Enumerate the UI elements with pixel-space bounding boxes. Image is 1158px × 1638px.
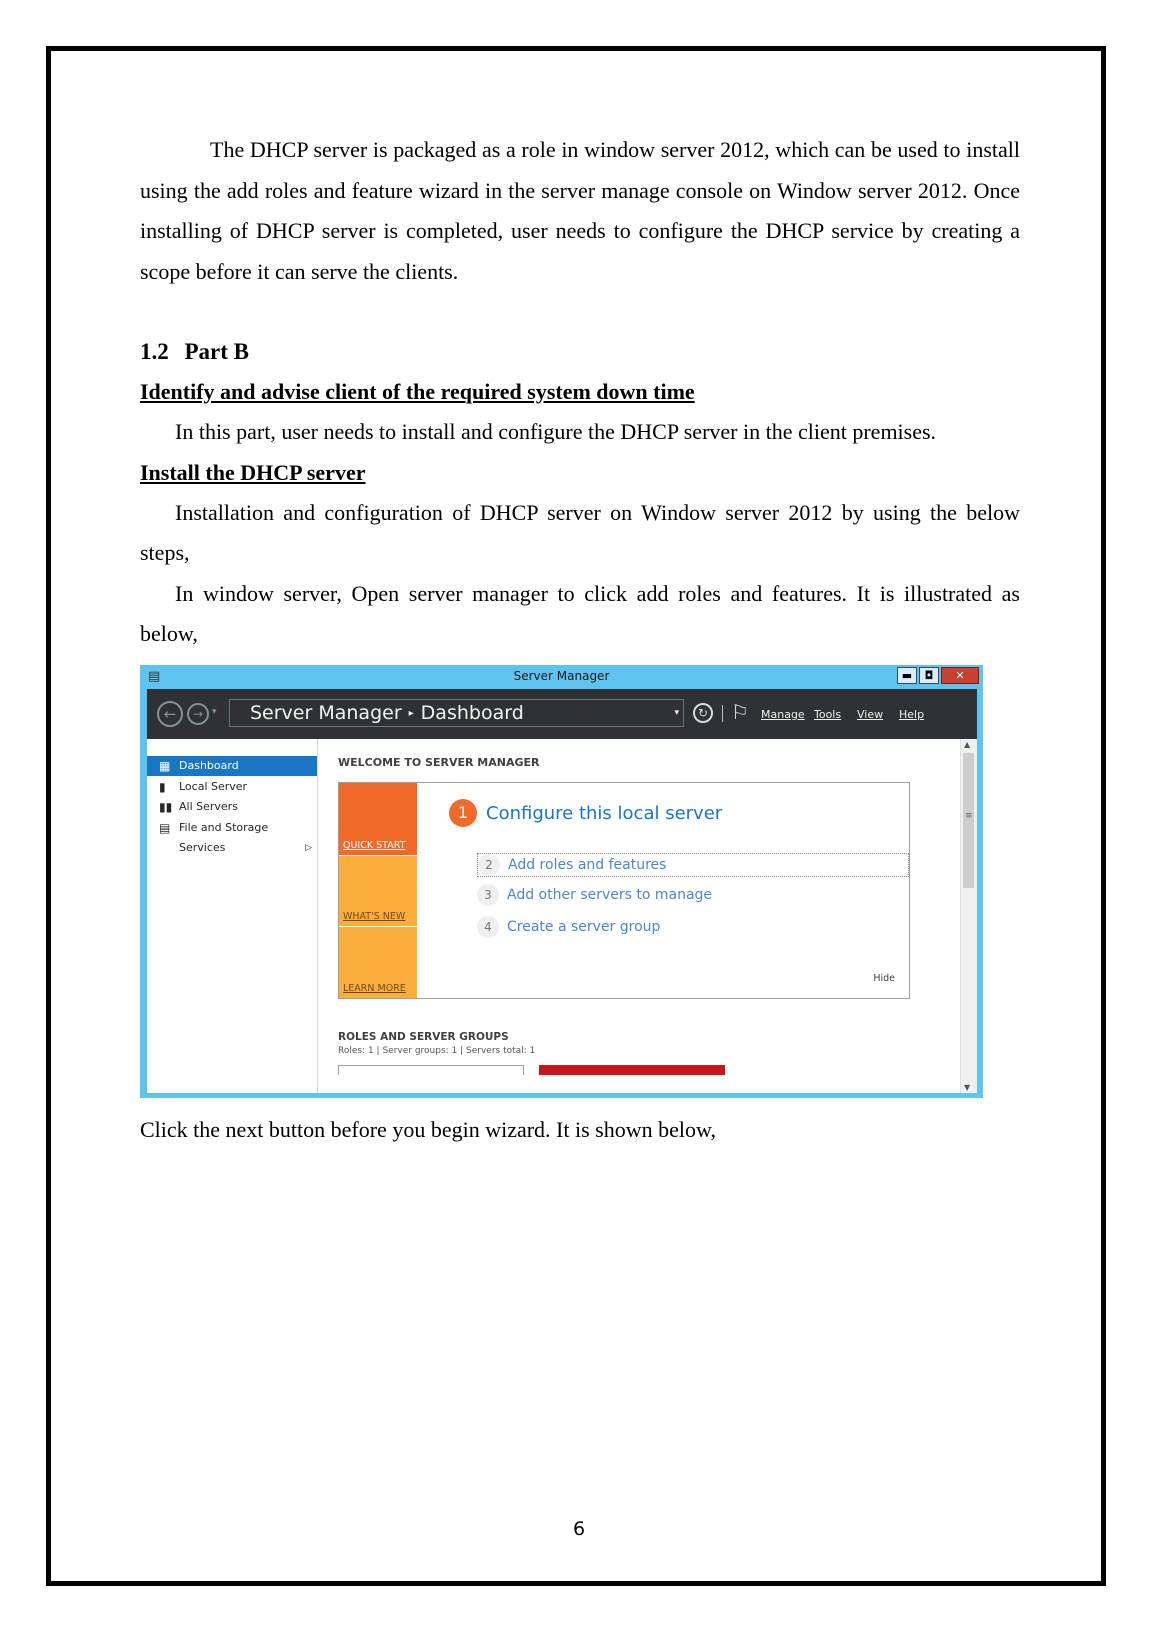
toolbar-divider	[722, 705, 723, 722]
server-manager-screenshot	[140, 665, 983, 1098]
section-heading	[140, 332, 1020, 372]
sidebar-item-label: All Servers	[179, 800, 238, 813]
step-label: Add roles and features	[508, 857, 667, 873]
expand-arrow-icon[interactable]: ▷	[305, 843, 312, 853]
step-label: Create a server group	[507, 919, 661, 935]
forward-arrow-icon[interactable]: →	[187, 703, 209, 725]
hide-link[interactable]: Hide	[873, 973, 895, 984]
breadcrumb-dropdown-icon[interactable]: ▾	[674, 708, 679, 718]
app-icon: ▤	[148, 669, 161, 684]
tile-quick-start[interactable]	[339, 783, 417, 855]
step-number: 3	[477, 884, 499, 906]
dashboard-icon: ▦	[159, 759, 171, 773]
document-body-after-figure	[140, 1110, 1020, 1151]
breadcrumb	[229, 699, 684, 727]
roles-summary: Roles: 1 | Server groups: 1 | Servers total: 1	[338, 1046, 536, 1056]
tile-label: WHAT'S NEW	[343, 911, 406, 922]
menu-manage[interactable]: Manage	[761, 708, 805, 721]
tile-label: QUICK START	[343, 840, 406, 851]
menu-tools[interactable]: Tools	[814, 708, 842, 721]
role-tile[interactable]	[338, 1065, 524, 1075]
vertical-scrollbar[interactable]	[960, 739, 977, 1093]
step-add-other-servers[interactable]	[477, 884, 712, 906]
toolbar	[147, 689, 977, 739]
breadcrumb-separator-icon: ▸	[408, 708, 414, 719]
step-number: 1	[449, 799, 477, 827]
subheading-install-dhcp: Install the DHCP server	[140, 459, 366, 485]
menu-view[interactable]: View	[857, 708, 884, 721]
step-add-roles-features[interactable]	[477, 853, 909, 877]
roles-heading: ROLES AND SERVER GROUPS	[338, 1031, 509, 1043]
step-configure-local-server[interactable]	[449, 799, 722, 827]
intro-paragraph: The DHCP server is packaged as a role in window server 2012, which can be used to install using the add roles and feature wizard in the server manage console on Window server 2012. Once installing of DHCP server is completed, user needs to configure the DHCP service by creating a scope before it can serve the clients.	[140, 137, 1020, 284]
document-body	[140, 130, 1020, 655]
sidebar-item-label: File and Storage Services	[179, 821, 269, 854]
window-controls	[897, 667, 979, 684]
step-create-server-group[interactable]	[477, 916, 660, 938]
sidebar-item-label: Dashboard	[179, 759, 239, 772]
sidebar	[147, 739, 318, 1093]
storage-icon: ▤	[159, 821, 171, 835]
scroll-grip-icon: ≡	[965, 811, 973, 821]
sidebar-item-file-storage[interactable]	[147, 818, 317, 854]
caption-next-button: Click the next button before you begin wizard. It is shown below,	[140, 1117, 716, 1142]
step-label: Add other servers to manage	[507, 887, 713, 903]
sidebar-item-all-servers[interactable]	[147, 797, 317, 817]
tile-learn-more[interactable]	[339, 927, 417, 998]
role-tile-alert[interactable]	[539, 1065, 725, 1075]
step-number: 4	[477, 916, 499, 938]
menu-help[interactable]: Help	[899, 708, 925, 721]
paragraph-open-server-manager: In window server, Open server manager to click add roles and features. It is illustrated as below,	[140, 580, 1020, 646]
section-number: 1.2	[140, 339, 169, 364]
refresh-icon[interactable]: ↻	[693, 703, 713, 723]
minimize-button[interactable]: ▬	[897, 667, 917, 684]
sidebar-item-local-server[interactable]	[147, 777, 317, 797]
back-arrow-icon[interactable]: ←	[157, 701, 183, 727]
sidebar-item-dashboard[interactable]	[147, 756, 317, 776]
dashboard-content	[318, 739, 961, 1093]
window-titlebar	[140, 665, 983, 689]
page-number: 6	[572, 1518, 586, 1540]
subheading-downtime: Identify and advise client of the required system down time	[140, 379, 695, 404]
servers-icon: ▮▮	[159, 800, 173, 814]
step-number: 2	[478, 854, 500, 876]
sidebar-item-label: Local Server	[179, 780, 248, 793]
maximize-button[interactable]: ◘	[919, 667, 939, 684]
tile-whats-new[interactable]	[339, 856, 417, 926]
scroll-down-icon[interactable]: ▼	[964, 1083, 971, 1092]
notifications-flag-icon[interactable]: ⚐	[731, 700, 749, 724]
welcome-heading: WELCOME TO SERVER MANAGER	[338, 756, 540, 769]
step-label: Configure this local server	[486, 802, 723, 824]
server-icon: ▮	[159, 780, 166, 794]
quick-start-panel	[338, 782, 910, 999]
breadcrumb-root[interactable]: Server Manager	[250, 702, 402, 724]
paragraph-steps: Installation and configuration of DHCP server on Window server 2012 by using the below steps,	[140, 499, 1020, 565]
tile-label: LEARN MORE	[343, 983, 406, 994]
paragraph-install-intro: In this part, user needs to install and configure the DHCP server in the client premises.	[175, 419, 937, 444]
breadcrumb-current: Dashboard	[420, 702, 524, 724]
window-client-area	[147, 689, 977, 1093]
history-dropdown-icon[interactable]: ▾	[212, 707, 217, 717]
section-title: Part B	[184, 339, 250, 364]
window-title: Server Manager	[513, 669, 610, 683]
scroll-up-icon[interactable]: ▲	[964, 740, 971, 749]
close-button[interactable]: ✕	[941, 667, 979, 684]
